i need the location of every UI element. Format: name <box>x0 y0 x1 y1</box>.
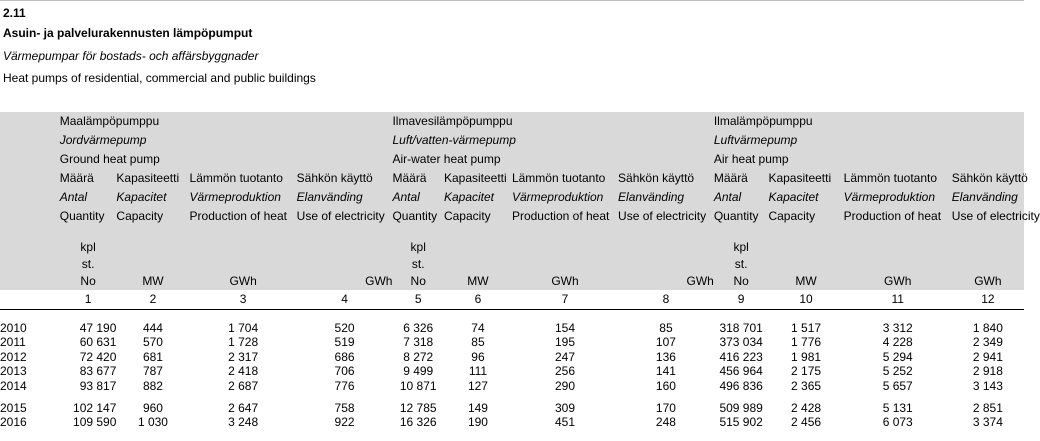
data-cell: 2 941 <box>952 350 1024 364</box>
measure-electricity-sv: Elanvänding <box>297 188 393 207</box>
data-cell: 5 131 <box>844 401 952 415</box>
measure-heat-en: Production of heat <box>512 207 618 226</box>
data-cell: 5 657 <box>844 379 952 393</box>
group-air-sv: Luftvärmepump <box>714 131 1024 150</box>
data-cell: 519 <box>297 335 393 349</box>
measure-capacity-en: Capacity <box>768 207 843 226</box>
measure-electricity-fi: Sähkön käyttö <box>952 169 1024 188</box>
data-cell: 3 312 <box>844 321 952 335</box>
data-cell: 107 <box>618 335 714 349</box>
data-cell: 416 223 <box>714 350 769 364</box>
data-cell: 787 <box>116 364 189 378</box>
unit-mw: MW <box>116 226 189 290</box>
data-cell: 170 <box>618 401 714 415</box>
data-cell: 290 <box>512 379 618 393</box>
group-air-en: Air heat pump <box>714 150 1024 169</box>
data-cell: 111 <box>444 364 512 378</box>
measure-electricity-sv: Elanvänding <box>952 188 1024 207</box>
column-number: 10 <box>768 290 843 310</box>
column-number: 6 <box>444 290 512 310</box>
data-cell: 2 349 <box>952 335 1024 349</box>
data-cell: 4 228 <box>844 335 952 349</box>
data-cell: 2 428 <box>768 401 843 415</box>
column-number-row <box>0 290 1024 310</box>
year-cell: 2016 <box>0 415 60 429</box>
data-cell: 60 631 <box>60 335 117 349</box>
data-cell: 1 704 <box>190 321 297 335</box>
data-cell: 160 <box>618 379 714 393</box>
measure-capacity-sv: Kapacitet <box>116 188 189 207</box>
measure-electricity-en: Use of electricity <box>952 207 1024 226</box>
table-row <box>0 415 1024 429</box>
unit-gwh: GWh <box>512 226 618 290</box>
group-row-english <box>0 150 1024 169</box>
unit-gwh: GWh <box>618 226 714 290</box>
data-cell: 520 <box>297 321 393 335</box>
spacer-row <box>0 310 1024 322</box>
data-cell: 570 <box>116 335 189 349</box>
measure-quantity-en: Quantity <box>60 207 117 226</box>
data-cell: 7 318 <box>392 335 444 349</box>
data-cell: 10 871 <box>392 379 444 393</box>
data-cell: 706 <box>297 364 393 378</box>
measure-electricity-fi: Sähkön käyttö <box>618 169 714 188</box>
data-cell: 248 <box>618 415 714 429</box>
measure-quantity-sv: Antal <box>392 188 444 207</box>
data-cell: 456 964 <box>714 364 769 378</box>
table-row <box>0 379 1024 393</box>
data-cell: 1 030 <box>116 415 189 429</box>
measure-electricity-en: Use of electricity <box>618 207 714 226</box>
data-cell: 2 647 <box>190 401 297 415</box>
column-number: 4 <box>297 290 393 310</box>
data-cell: 2 918 <box>952 364 1024 378</box>
table-number: 2.11 <box>3 6 26 20</box>
data-cell: 686 <box>297 350 393 364</box>
table-row <box>0 321 1024 335</box>
measure-heat-en: Production of heat <box>190 207 297 226</box>
group-airwater-sv: Luft/vatten-värmepump <box>392 131 713 150</box>
data-cell: 102 147 <box>60 401 117 415</box>
group-air-fi: Ilmalämpöpumppu <box>714 112 1024 131</box>
data-cell: 96 <box>444 350 512 364</box>
data-cell: 247 <box>512 350 618 364</box>
year-cell: 2011 <box>0 335 60 349</box>
data-cell: 3 248 <box>190 415 297 429</box>
column-number: 8 <box>618 290 714 310</box>
measure-heat-sv: Värmeproduktion <box>190 188 297 207</box>
measure-capacity-fi: Kapasiteetti <box>444 169 512 188</box>
measure-row-english <box>0 207 1024 226</box>
table-row <box>0 364 1024 378</box>
measure-heat-sv: Värmeproduktion <box>512 188 618 207</box>
header-spacer-row <box>0 101 1024 112</box>
data-cell: 2 418 <box>190 364 297 378</box>
data-cell: 882 <box>116 379 189 393</box>
data-cell: 1 981 <box>768 350 843 364</box>
measure-quantity-en: Quantity <box>714 207 769 226</box>
data-cell: 190 <box>444 415 512 429</box>
data-cell: 83 677 <box>60 364 117 378</box>
measure-row-swedish <box>0 188 1024 207</box>
data-cell: 3 374 <box>952 415 1024 429</box>
heat-pump-table <box>0 101 1040 430</box>
measure-quantity-fi: Määrä <box>714 169 769 188</box>
measure-quantity-sv: Antal <box>60 188 117 207</box>
measure-capacity-sv: Kapacitet <box>768 188 843 207</box>
measure-capacity-sv: Kapacitet <box>444 188 512 207</box>
data-cell: 451 <box>512 415 618 429</box>
table-title-english: Heat pumps of residential, commercial and public buildings <box>3 71 316 85</box>
data-cell: 1 517 <box>768 321 843 335</box>
data-cell: 515 902 <box>714 415 769 429</box>
data-cell: 2 687 <box>190 379 297 393</box>
group-row-finnish <box>0 112 1024 131</box>
unit-gwh: GWh <box>844 226 952 290</box>
year-cell: 2013 <box>0 364 60 378</box>
unit-mw: MW <box>444 226 512 290</box>
group-ground-sv: Jordvärmepump <box>60 131 393 150</box>
measure-heat-fi: Lämmön tuotanto <box>512 169 618 188</box>
measure-electricity-en: Use of electricity <box>297 207 393 226</box>
data-cell: 681 <box>116 350 189 364</box>
data-cell: 9 499 <box>392 364 444 378</box>
data-cell: 12 785 <box>392 401 444 415</box>
data-cell: 2 456 <box>768 415 843 429</box>
data-cell: 47 190 <box>60 321 117 335</box>
data-cell: 509 989 <box>714 401 769 415</box>
data-cell: 6 073 <box>844 415 952 429</box>
data-cell: 5 252 <box>844 364 952 378</box>
measure-heat-sv: Värmeproduktion <box>844 188 952 207</box>
column-number: 3 <box>190 290 297 310</box>
data-cell: 444 <box>116 321 189 335</box>
year-cell: 2010 <box>0 321 60 335</box>
measure-quantity-sv: Antal <box>714 188 769 207</box>
group-ground-en: Ground heat pump <box>60 150 393 169</box>
data-cell: 496 836 <box>714 379 769 393</box>
group-airwater-en: Air-water heat pump <box>392 150 713 169</box>
data-cell: 136 <box>618 350 714 364</box>
data-cell: 85 <box>444 335 512 349</box>
data-cell: 149 <box>444 401 512 415</box>
data-cell: 960 <box>116 401 189 415</box>
data-cell: 776 <box>297 379 393 393</box>
group-ground-fi: Maalämpöpumppu <box>60 112 393 131</box>
data-cell: 1 776 <box>768 335 843 349</box>
unit-count: kpl st. No <box>392 226 444 290</box>
measure-electricity-fi: Sähkön käyttö <box>297 169 393 188</box>
data-cell: 256 <box>512 364 618 378</box>
unit-gwh: GWh <box>190 226 297 290</box>
data-cell: 373 034 <box>714 335 769 349</box>
data-cell: 16 326 <box>392 415 444 429</box>
measure-quantity-fi: Määrä <box>60 169 117 188</box>
column-number: 9 <box>714 290 769 310</box>
group-airwater-fi: Ilmavesilämpöpumppu <box>392 112 713 131</box>
table-title-swedish: Värmepumpar för bostads- och affärsbyggnader <box>3 49 259 63</box>
table-row <box>0 401 1024 415</box>
column-number: 1 <box>60 290 117 310</box>
data-cell: 2 175 <box>768 364 843 378</box>
unit-row <box>0 226 1024 290</box>
year-cell: 2012 <box>0 350 60 364</box>
data-cell: 109 590 <box>60 415 117 429</box>
column-number: 2 <box>116 290 189 310</box>
top-rule <box>0 0 1024 1</box>
unit-gwh: GWh <box>297 226 393 290</box>
data-cell: 85 <box>618 321 714 335</box>
year-cell: 2014 <box>0 379 60 393</box>
data-cell: 6 326 <box>392 321 444 335</box>
data-cell: 2 365 <box>768 379 843 393</box>
column-number: 11 <box>844 290 952 310</box>
data-cell: 74 <box>444 321 512 335</box>
column-number: 5 <box>392 290 444 310</box>
data-cell: 1 728 <box>190 335 297 349</box>
measure-capacity-fi: Kapasiteetti <box>768 169 843 188</box>
data-cell: 2 317 <box>190 350 297 364</box>
measure-quantity-en: Quantity <box>392 207 444 226</box>
year-cell: 2015 <box>0 401 60 415</box>
data-cell: 195 <box>512 335 618 349</box>
unit-count: kpl st. No <box>714 226 769 290</box>
group-row-swedish <box>0 131 1024 150</box>
data-cell: 8 272 <box>392 350 444 364</box>
table-title-finnish: Asuin- ja palvelurakennusten lämpöpumput <box>3 26 253 40</box>
data-cell: 127 <box>444 379 512 393</box>
measure-capacity-fi: Kapasiteetti <box>116 169 189 188</box>
measure-heat-fi: Lämmön tuotanto <box>190 169 297 188</box>
measure-quantity-fi: Määrä <box>392 169 444 188</box>
data-cell: 141 <box>618 364 714 378</box>
measure-capacity-en: Capacity <box>444 207 512 226</box>
data-cell: 922 <box>297 415 393 429</box>
measure-heat-fi: Lämmön tuotanto <box>844 169 952 188</box>
measure-heat-en: Production of heat <box>844 207 952 226</box>
data-cell: 5 294 <box>844 350 952 364</box>
table-row <box>0 350 1024 364</box>
unit-count: kpl st. No <box>60 226 117 290</box>
data-cell: 93 817 <box>60 379 117 393</box>
unit-gwh: GWh <box>952 226 1024 290</box>
data-cell: 3 143 <box>952 379 1024 393</box>
unit-mw: MW <box>768 226 843 290</box>
measure-capacity-en: Capacity <box>116 207 189 226</box>
data-cell: 309 <box>512 401 618 415</box>
data-cell: 758 <box>297 401 393 415</box>
spacer-row <box>0 393 1024 401</box>
data-cell: 154 <box>512 321 618 335</box>
column-number: 7 <box>512 290 618 310</box>
data-cell: 72 420 <box>60 350 117 364</box>
data-cell: 1 840 <box>952 321 1024 335</box>
column-number: 12 <box>952 290 1024 310</box>
data-cell: 318 701 <box>714 321 769 335</box>
measure-row-finnish <box>0 169 1024 188</box>
table-row <box>0 335 1024 349</box>
measure-electricity-sv: Elanvänding <box>618 188 714 207</box>
data-cell: 2 851 <box>952 401 1024 415</box>
